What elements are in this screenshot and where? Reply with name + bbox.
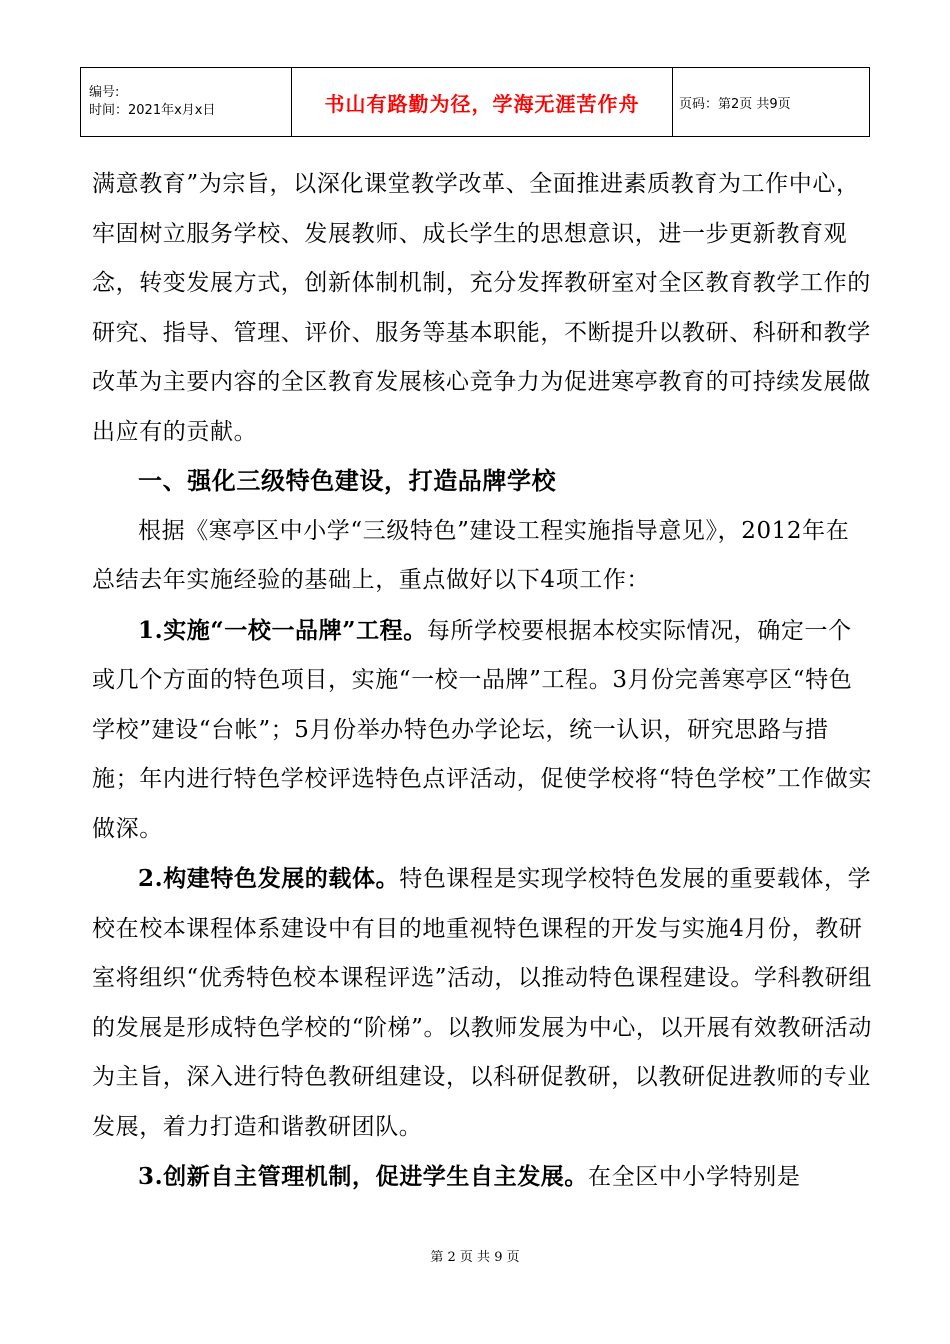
document-number-label: 编号: (89, 85, 120, 100)
list-item-2 (92, 854, 872, 1152)
document-date-label: 时间：2021年x月x日 (89, 103, 216, 118)
page-footer (0, 1246, 950, 1265)
list-item-2-lead: 2.构建特色发展的载体。 (138, 865, 400, 892)
document-header (80, 67, 870, 137)
footer-page-number: 第 2 页 共 9 页 (430, 1250, 520, 1265)
header-page-cell (673, 68, 870, 137)
list-item-1-lead: 1.实施“一校一品牌”工程。 (138, 616, 427, 644)
list-item-2-text: 特色课程是实现学校特色发展的重要载体，学校在校本课程体系建设中有目的地重视特色课程的开发与实施4月份，教研室将组织“优秀特色校本课程评选”活动，以推动特色课程建设。学科教研组的发展是形成特色学校的“阶梯”。以教师发展为中心，以开展有效教研活动为主旨，深入进行特色教研组建设，以科研促教研，以教研促进教师的专业发展，着力打造和谐教研团队。 (92, 866, 872, 1140)
header-page-label: 页码：第2页 共9页 (679, 96, 791, 112)
header-meta-cell (81, 68, 292, 137)
list-item-1-text: 每所学校要根据本校实际情况，确定一个或几个方面的特色项目，实施“一校一品牌”工程。3月份完善寒亭区“特色学校”建设“台帐”；5月份举办特色办学论坛，统一认识，研究思路与措施；年内进行特色学校评选特色点评活动，促使学校将“特色学校”工作做实做深。 (92, 617, 872, 842)
list-item-3 (92, 1152, 872, 1203)
header-motto-cell (292, 68, 673, 137)
list-item-3-text: 在全区中小学特别是 (588, 1164, 801, 1190)
section-heading: 一、强化三级特色建设，打造品牌学校 (138, 467, 557, 495)
document-body (92, 160, 872, 1203)
header-motto: 书山有路勤为径，学海无涯苦作舟 (324, 91, 640, 116)
list-item-3-lead: 3.创新自主管理机制，促进学生自主发展。 (138, 1163, 589, 1190)
list-item-1 (92, 606, 872, 855)
paragraph-overview: 根据《寒亭区中小学“三级特色”建设工程实施指导意见》，2012年在总结去年实施经验的基础上，重点做好以下4项工作： (92, 517, 850, 593)
paragraph-intro: 满意教育”为宗旨，以深化课堂教学改革、全面推进素质教育为工作中心，牢固树立服务学校、发展教师、成长学生的思想意识，进一步更新教育观念，转变发展方式，创新体制机制，充分发挥教研室对全区教育教学工作的研究、指导、管理、评价、服务等基本职能，不断提升以教研、科研和教学改革为主要内容的全区教育发展核心竞争力为促进寒亭教育的可持续发展做出应有的贡献。 (92, 171, 871, 445)
